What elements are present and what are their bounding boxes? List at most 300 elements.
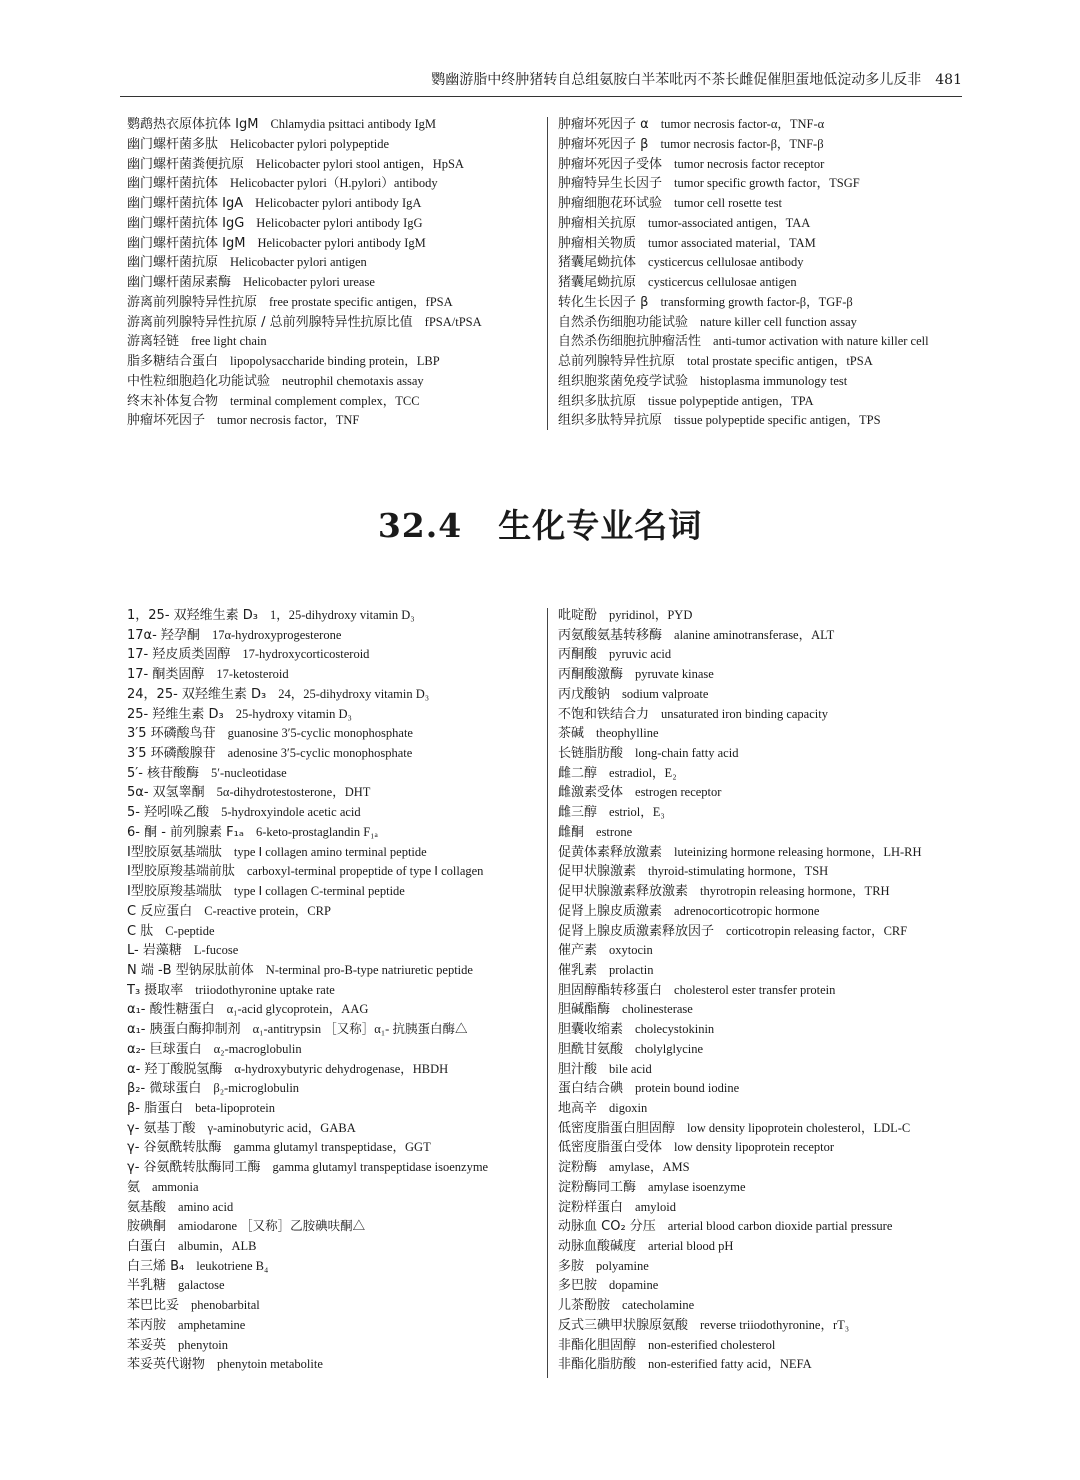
glossary-entry — [558, 1137, 978, 1157]
term-chinese: 不饱和铁结合力 — [558, 706, 650, 722]
term-english: prolactin — [609, 962, 654, 977]
glossary-entry — [127, 1236, 547, 1256]
term-chinese: 多胺 — [558, 1258, 585, 1274]
term-english: tumor specific growth factor，TSGF — [674, 176, 860, 191]
term-english: α₂-macroglobulin — [213, 1041, 302, 1056]
glossary-entry — [558, 940, 978, 960]
glossary-entry — [127, 1256, 547, 1276]
glossary-entry — [127, 1059, 547, 1079]
term-chinese: 自然杀伤细胞抗肿瘤活性 — [558, 334, 702, 350]
term-english: guanosine 3′5-cyclic monophosphate — [227, 726, 413, 741]
term-english: γ-aminobutyric acid，GABA — [207, 1120, 356, 1135]
glossary-entry — [127, 1118, 547, 1138]
term-english: pyridinol，PYD — [609, 608, 693, 622]
term-english: dopamine — [609, 1278, 659, 1293]
term-english: N-terminal pro-B-type natriuretic peptide — [265, 962, 473, 977]
term-chinese: 低密度脂蛋白受体 — [558, 1140, 663, 1156]
term-english: pyruvic acid — [609, 647, 672, 662]
term-english: adrenocorticotropic hormone — [674, 903, 820, 918]
glossary-entry — [127, 351, 547, 371]
glossary-entry — [558, 704, 978, 724]
term-chinese: 胆固醇酯转移蛋白 — [558, 982, 663, 998]
term-chinese: 反式三碘甲状腺原氨酸 — [558, 1317, 689, 1333]
term-english: estriol，E₃ — [609, 805, 665, 820]
glossary-entry — [127, 1039, 547, 1059]
term-english: 5-hydroxyindole acetic acid — [221, 805, 361, 820]
glossary-entry — [127, 252, 547, 272]
glossary-entry — [127, 1098, 547, 1118]
term-chinese: 幽门螺杆菌抗体 IgG — [127, 215, 245, 231]
term-english: C-reactive protein，CRP — [204, 903, 331, 918]
column-divider — [547, 608, 548, 1378]
glossary-entry — [558, 410, 978, 430]
term-english: free light chain — [191, 334, 267, 349]
term-chinese: 动脉血 CO₂ 分压 — [558, 1219, 656, 1235]
term-chinese: 5- 羟吲哚乙酸 — [127, 805, 210, 821]
term-chinese: 淀粉酶同工酶 — [558, 1179, 637, 1195]
term-english: amylase，AMS — [609, 1160, 690, 1175]
term-chinese: Ⅰ型胶原氨基端肽 — [127, 844, 222, 860]
term-chinese: Ⅰ型胶原羧基端肽 — [127, 884, 222, 900]
term-chinese: α₁- 胰蛋白酶抑制剂 — [127, 1022, 241, 1038]
glossary-entry — [558, 921, 978, 941]
term-english: Helicobacter pylori antibody IgM — [257, 235, 426, 250]
term-english: long-chain fatty acid — [635, 746, 739, 761]
term-english: histoplasma immunology test — [700, 373, 848, 388]
term-chinese: 苯妥英代谢物 — [127, 1357, 206, 1373]
glossary-entry — [127, 1078, 547, 1098]
term-english: 25-hydroxy vitamin D₃ — [235, 706, 352, 721]
glossary-column-bottom-right — [558, 605, 978, 1374]
term-english: α-hydroxybutyric dehydrogenase，HBDH — [234, 1061, 449, 1076]
term-english: cholecystokinin — [635, 1022, 715, 1037]
term-english: 24，25-dihydroxy vitamin D₃ — [278, 686, 430, 701]
term-english: pyruvate kinase — [635, 667, 714, 682]
term-english: tumor associated material，TAM — [648, 235, 816, 250]
glossary-entry — [558, 351, 978, 371]
term-chinese: 幽门螺杆菌尿素酶 — [127, 275, 232, 290]
term-chinese: 转化生长因子 β — [558, 294, 649, 310]
term-chinese: 促黄体素释放激素 — [558, 844, 663, 860]
glossary-entry — [127, 605, 547, 625]
term-chinese: Ⅰ型胶原羧基端前肽 — [127, 864, 235, 880]
glossary-entry — [127, 664, 547, 684]
glossary-entry — [127, 901, 547, 921]
glossary-entry — [127, 802, 547, 822]
term-english: digoxin — [609, 1100, 648, 1115]
term-chinese: 3′5 环磷酸鸟苷 — [127, 726, 216, 742]
term-english: type Ⅰ collagen C-terminal peptide — [233, 884, 405, 899]
term-english: gamma glutamyl transpeptidase isoenzyme — [272, 1160, 489, 1175]
term-chinese: 鹦鹉热衣原体抗体 IgM — [127, 117, 259, 132]
term-chinese: 25- 羟维生素 D₃ — [127, 706, 224, 722]
glossary-entry — [558, 1216, 978, 1236]
glossary-entry — [558, 605, 978, 625]
term-chinese: 氨 — [127, 1179, 141, 1195]
term-english: phenytoin — [178, 1337, 229, 1352]
term-english: 6-keto-prostaglandin F₁ₐ — [255, 824, 378, 839]
glossary-entry — [127, 114, 547, 134]
glossary-entry — [558, 1256, 978, 1276]
term-english: reverse triiodothyronine，rT₃ — [700, 1317, 850, 1332]
term-chinese: 促甲状腺激素释放激素 — [558, 884, 689, 900]
term-chinese: C 反应蛋白 — [127, 903, 193, 919]
term-english: cysticercus cellulosae antigen — [648, 275, 797, 289]
glossary-entry — [558, 901, 978, 921]
glossary-entry — [127, 704, 547, 724]
term-chinese: 肿瘤坏死因子 β — [558, 136, 649, 152]
term-chinese: 促肾上腺皮质激素 — [558, 903, 663, 919]
term-chinese: 脂多糖结合蛋白 — [127, 354, 219, 369]
term-chinese: 肿瘤相关抗原 — [558, 215, 637, 231]
glossary-entry — [558, 391, 978, 411]
glossary-entry — [127, 881, 547, 901]
term-chinese: 地高辛 — [558, 1100, 598, 1116]
glossary-entry — [127, 391, 547, 411]
glossary-entry — [558, 173, 978, 193]
glossary-entry — [558, 312, 978, 332]
glossary-entry — [558, 252, 978, 272]
term-chinese: 5′- 核苷酸酶 — [127, 765, 200, 781]
term-chinese: C 肽 — [127, 923, 154, 939]
term-chinese: 肿瘤相关物质 — [558, 235, 637, 251]
glossary-entry — [127, 1019, 547, 1039]
term-english: 1，25-dihydroxy vitamin D₃ — [270, 608, 415, 622]
term-english: arterial blood pH — [648, 1239, 734, 1253]
term-english: cholesterol ester transfer protein — [674, 982, 836, 997]
term-chinese: 17- 酮类固醇 — [127, 667, 205, 683]
term-english: type Ⅰ collagen amino terminal peptide — [233, 844, 427, 859]
term-chinese: 幽门螺杆菌抗体 IgA — [127, 196, 244, 211]
glossary-entry — [127, 861, 547, 881]
term-chinese: 动脉血酸碱度 — [558, 1239, 637, 1254]
term-chinese: T₃ 摄取率 — [127, 982, 184, 998]
term-english: estradiol，E₂ — [609, 765, 677, 780]
term-english: catecholamine — [622, 1298, 695, 1313]
glossary-entry — [558, 1197, 978, 1217]
glossary-entry — [127, 1197, 547, 1217]
term-english: phenobarbital — [191, 1298, 260, 1313]
term-chinese: 17- 羟皮质类固醇 — [127, 647, 231, 663]
term-chinese: 猪囊尾蚴抗原 — [558, 275, 637, 290]
glossary-entry — [558, 331, 978, 351]
term-english: galactose — [178, 1278, 225, 1293]
term-english: protein bound iodine — [635, 1081, 740, 1096]
term-english: tumor-associated antigen，TAA — [648, 215, 811, 230]
term-english: tumor necrosis factor，TNF — [217, 413, 360, 428]
term-english: arterial blood carbon dioxide partial pressure — [667, 1219, 893, 1234]
glossary-entry — [558, 1335, 978, 1355]
term-chinese: 苯丙胺 — [127, 1317, 167, 1333]
glossary-entry — [558, 625, 978, 645]
term-english: leukotriene B₄ — [196, 1258, 269, 1273]
glossary-entry — [127, 723, 547, 743]
term-chinese: γ- 谷氨酰转肽酶 — [127, 1140, 222, 1156]
term-english: unsaturated iron binding capacity — [661, 706, 828, 721]
term-english: oxytocin — [609, 943, 653, 958]
term-english: albumin，ALB — [178, 1239, 257, 1253]
glossary-entry — [558, 213, 978, 233]
glossary-entry — [127, 371, 547, 391]
term-english: tissue polypeptide antigen，TPA — [648, 393, 814, 408]
glossary-entry — [558, 1177, 978, 1197]
term-chinese: 组织胞浆菌免疫学试验 — [558, 373, 689, 389]
glossary-entry — [558, 960, 978, 980]
term-english: non-esterified fatty acid，NEFA — [648, 1357, 812, 1372]
term-english: sodium valproate — [622, 686, 709, 701]
term-chinese: 催产素 — [558, 943, 598, 959]
glossary-entry — [127, 1354, 547, 1374]
glossary-entry — [127, 312, 547, 332]
term-english: C-peptide — [165, 923, 215, 938]
term-english: anti-tumor activation with nature killer cell — [713, 334, 929, 349]
glossary-entry — [127, 782, 547, 802]
term-english: tissue polypeptide specific antigen，TPS — [674, 413, 881, 428]
term-chinese: α₂- 巨球蛋白 — [127, 1041, 202, 1057]
glossary-entry — [558, 1059, 978, 1079]
term-chinese: 胆汁酸 — [558, 1061, 598, 1077]
glossary-entry — [558, 723, 978, 743]
term-english: beta-lipoprotein — [195, 1100, 275, 1115]
term-english: amyloid — [635, 1199, 676, 1214]
term-english: estrogen receptor — [635, 785, 722, 800]
term-english: Chlamydia psittaci antibody IgM — [270, 117, 437, 131]
term-chinese: 24，25- 双羟维生素 D₃ — [127, 686, 267, 702]
glossary-entry — [127, 1177, 547, 1197]
term-chinese: 游离轻链 — [127, 334, 180, 350]
glossary-entry — [558, 1019, 978, 1039]
term-english: alanine aminotransferase，ALT — [674, 627, 835, 642]
term-english: α₁-acid glycoprotein，AAG — [226, 1002, 369, 1017]
glossary-entry — [127, 1216, 547, 1236]
glossary-entry — [127, 1137, 547, 1157]
term-chinese: 低密度脂蛋白胆固醇 — [558, 1120, 676, 1136]
glossary-entry — [127, 940, 547, 960]
glossary-entry — [127, 842, 547, 862]
term-chinese: 胆碱酯酶 — [558, 1002, 611, 1018]
term-chinese: 非酯化胆固醇 — [558, 1337, 637, 1353]
term-chinese: 非酯化脂肪酸 — [558, 1357, 637, 1373]
term-english: corticotropin releasing factor，CRF — [726, 923, 908, 938]
glossary-entry — [127, 999, 547, 1019]
term-chinese: 肿瘤坏死因子 α — [558, 117, 649, 132]
term-english: neutrophil chemotaxis assay — [282, 373, 424, 388]
glossary-entry — [127, 1315, 547, 1335]
term-chinese: α- 羟丁酸脱氢酶 — [127, 1061, 223, 1077]
column-divider — [547, 117, 548, 430]
term-english: lipopolysaccharide binding protein，LBP — [230, 354, 440, 368]
term-english: bile acid — [609, 1061, 652, 1076]
term-chinese: 雌二醇 — [558, 765, 598, 781]
term-english: Helicobacter pylori antigen — [230, 255, 367, 270]
term-chinese: 氨基酸 — [127, 1199, 167, 1215]
term-chinese: 茶碱 — [558, 726, 585, 742]
term-english: luteinizing hormone releasing hormone，LH-RH — [674, 844, 922, 859]
term-english: amiodarone ［又称］乙胺碘呋酮△ — [178, 1219, 366, 1234]
glossary-entry — [558, 861, 978, 881]
term-chinese: 幽门螺杆菌粪便抗原 — [127, 156, 245, 172]
glossary-entry — [558, 1236, 978, 1256]
term-chinese: 肿瘤坏死因子受体 — [558, 156, 663, 172]
glossary-entry — [127, 292, 547, 312]
glossary-entry — [558, 233, 978, 253]
section-title: 生化专业名词 — [498, 506, 703, 545]
glossary-entry — [558, 292, 978, 312]
glossary-entry — [127, 921, 547, 941]
term-english: terminal complement complex，TCC — [230, 393, 420, 408]
term-english: triiodothyronine uptake rate — [195, 982, 335, 997]
glossary-entry — [127, 1335, 547, 1355]
term-english: amylase isoenzyme — [648, 1179, 746, 1194]
term-english: Helicobacter pylori urease — [243, 275, 375, 289]
glossary-entry — [558, 371, 978, 391]
term-english: amphetamine — [178, 1317, 246, 1332]
term-chinese: 组织多肽抗原 — [558, 393, 637, 409]
term-chinese: 5α- 双氢睾酮 — [127, 785, 205, 801]
glossary-entry — [127, 410, 547, 430]
term-english: Helicobacter pylori polypeptide — [230, 136, 389, 151]
term-english: ammonia — [152, 1179, 199, 1194]
term-english: thyroid-stimulating hormone，TSH — [648, 864, 829, 879]
glossary-entry — [127, 684, 547, 704]
term-chinese: 胆囊收缩素 — [558, 1022, 624, 1038]
term-chinese: 幽门螺杆菌多肽 — [127, 136, 219, 152]
term-chinese: L- 岩藻糖 — [127, 943, 182, 959]
term-english: 17-hydroxycorticosteroid — [242, 647, 370, 662]
term-english: cholinesterase — [622, 1002, 693, 1017]
glossary-entry — [558, 980, 978, 1000]
glossary-column-top-right — [558, 114, 978, 430]
term-chinese: 幽门螺杆菌抗体 — [127, 176, 219, 192]
glossary-entry — [127, 173, 547, 193]
term-english: adenosine 3′5-cyclic monophosphate — [227, 746, 413, 761]
glossary-entry — [558, 1039, 978, 1059]
glossary-entry — [558, 684, 978, 704]
glossary-entry — [127, 644, 547, 664]
glossary-entry — [558, 782, 978, 802]
term-english: cholylglycine — [635, 1041, 704, 1056]
term-english: Helicobacter pylori stool antigen，HpSA — [256, 156, 464, 171]
glossary-entry — [558, 842, 978, 862]
glossary-entry — [127, 980, 547, 1000]
term-english: free prostate specific antigen，fPSA — [269, 294, 453, 309]
glossary-entry — [127, 1157, 547, 1177]
term-english: 5′-nucleotidase — [211, 765, 287, 780]
term-chinese: 猪囊尾蚴抗体 — [558, 255, 637, 271]
term-english: amino acid — [178, 1199, 234, 1214]
term-english: carboxyl-terminal propeptide of type Ⅰ collagen — [246, 864, 484, 879]
glossary-entry — [127, 743, 547, 763]
term-chinese: 丙酮酸 — [558, 647, 598, 663]
term-english: tumor necrosis factor-α，TNF-α — [660, 117, 825, 131]
glossary-entry — [558, 802, 978, 822]
term-english: non-esterified cholesterol — [648, 1337, 776, 1352]
term-chinese: 组织多肽特异抗原 — [558, 413, 663, 429]
term-chinese: 终末补体复合物 — [127, 393, 219, 409]
term-chinese: 自然杀伤细胞功能试验 — [558, 314, 689, 330]
term-chinese: 总前列腺特异性抗原 — [558, 354, 676, 369]
glossary-entry — [558, 193, 978, 213]
glossary-entry — [127, 134, 547, 154]
term-chinese: 雌激素受体 — [558, 785, 624, 801]
term-chinese: 蛋白结合碘 — [558, 1081, 624, 1097]
term-chinese: 胺碘酮 — [127, 1219, 167, 1235]
term-chinese: 吡啶酚 — [558, 608, 598, 623]
term-chinese: 多巴胺 — [558, 1278, 598, 1294]
term-chinese: β- 脂蛋白 — [127, 1100, 184, 1116]
term-chinese: 丙酮酸激酶 — [558, 667, 624, 683]
term-chinese: γ- 氨基丁酸 — [127, 1120, 196, 1136]
term-chinese: 肿瘤细胞花环试验 — [558, 196, 663, 211]
term-chinese: 幽门螺杆菌抗原 — [127, 255, 219, 271]
term-english: phenytoin metabolite — [217, 1357, 323, 1372]
term-english: tumor cell rosette test — [674, 196, 782, 210]
glossary-entry — [558, 822, 978, 842]
term-chinese: 6- 酮 - 前列腺素 F₁ₐ — [127, 824, 244, 840]
term-chinese: 促肾上腺皮质激素释放因子 — [558, 923, 715, 939]
glossary-entry — [558, 1118, 978, 1138]
glossary-entry — [127, 331, 547, 351]
term-english: 17α-hydroxyprogesterone — [211, 627, 342, 642]
glossary-entry — [558, 743, 978, 763]
term-english: cysticercus cellulosae antibody — [648, 255, 804, 270]
term-chinese: 17α- 羟孕酮 — [127, 627, 200, 643]
glossary-entry — [127, 763, 547, 783]
term-chinese: 白蛋白 — [127, 1239, 167, 1254]
term-chinese: 中性粒细胞趋化功能试验 — [127, 373, 271, 389]
term-chinese: γ- 谷氨酰转肽酶同工酶 — [127, 1160, 261, 1176]
page-number: 481 — [935, 72, 962, 88]
term-chinese: 苯巴比妥 — [127, 1298, 180, 1314]
glossary-entry — [558, 1295, 978, 1315]
glossary-entry — [127, 625, 547, 645]
term-chinese: 游离前列腺特异性抗原 / 总前列腺特异性抗原比值 — [127, 314, 413, 330]
term-english: tumor necrosis factor receptor — [674, 156, 825, 171]
term-english: L-fucose — [193, 943, 239, 958]
term-english: α₁-antitrypsin ［又称］α₁- 抗胰蛋白酶△ — [252, 1022, 468, 1037]
term-chinese: 1，25- 双羟维生素 D₃ — [127, 608, 258, 623]
glossary-entry — [127, 154, 547, 174]
term-english: β₂-microglobulin — [213, 1081, 300, 1096]
term-chinese: α₁- 酸性糖蛋白 — [127, 1002, 215, 1018]
glossary-entry — [558, 114, 978, 134]
glossary-entry — [558, 134, 978, 154]
term-english: low density lipoprotein cholesterol，LDL-C — [687, 1120, 911, 1135]
glossary-entry — [558, 1315, 978, 1335]
glossary-entry — [558, 1275, 978, 1295]
term-chinese: 半乳糖 — [127, 1278, 167, 1294]
term-english: polyamine — [596, 1258, 649, 1273]
term-english: low density lipoprotein receptor — [674, 1140, 835, 1155]
glossary-entry — [558, 1078, 978, 1098]
term-english: nature killer cell function assay — [700, 314, 857, 329]
term-english: Helicobacter pylori antibody IgG — [256, 215, 423, 230]
term-chinese: 胆酰甘氨酸 — [558, 1041, 624, 1057]
term-chinese: N 端 -B 型钠尿肽前体 — [127, 962, 254, 978]
term-chinese: 淀粉样蛋白 — [558, 1199, 624, 1215]
glossary-entry — [127, 822, 547, 842]
term-english: thyrotropin releasing hormone，TRH — [700, 884, 890, 899]
running-header — [120, 70, 962, 97]
glossary-entry — [558, 881, 978, 901]
glossary-entry — [558, 664, 978, 684]
glossary-entry — [127, 1295, 547, 1315]
term-english: estrone — [596, 824, 633, 839]
glossary-entry — [558, 763, 978, 783]
term-chinese: 肿瘤特异生长因子 — [558, 176, 663, 192]
header-title: 鹦幽游脂中终肿猪转自总组氨胺白半苯吡丙不茶长雌促催胆蛋地低淀动多儿反非 — [431, 72, 922, 88]
glossary-entry — [127, 960, 547, 980]
